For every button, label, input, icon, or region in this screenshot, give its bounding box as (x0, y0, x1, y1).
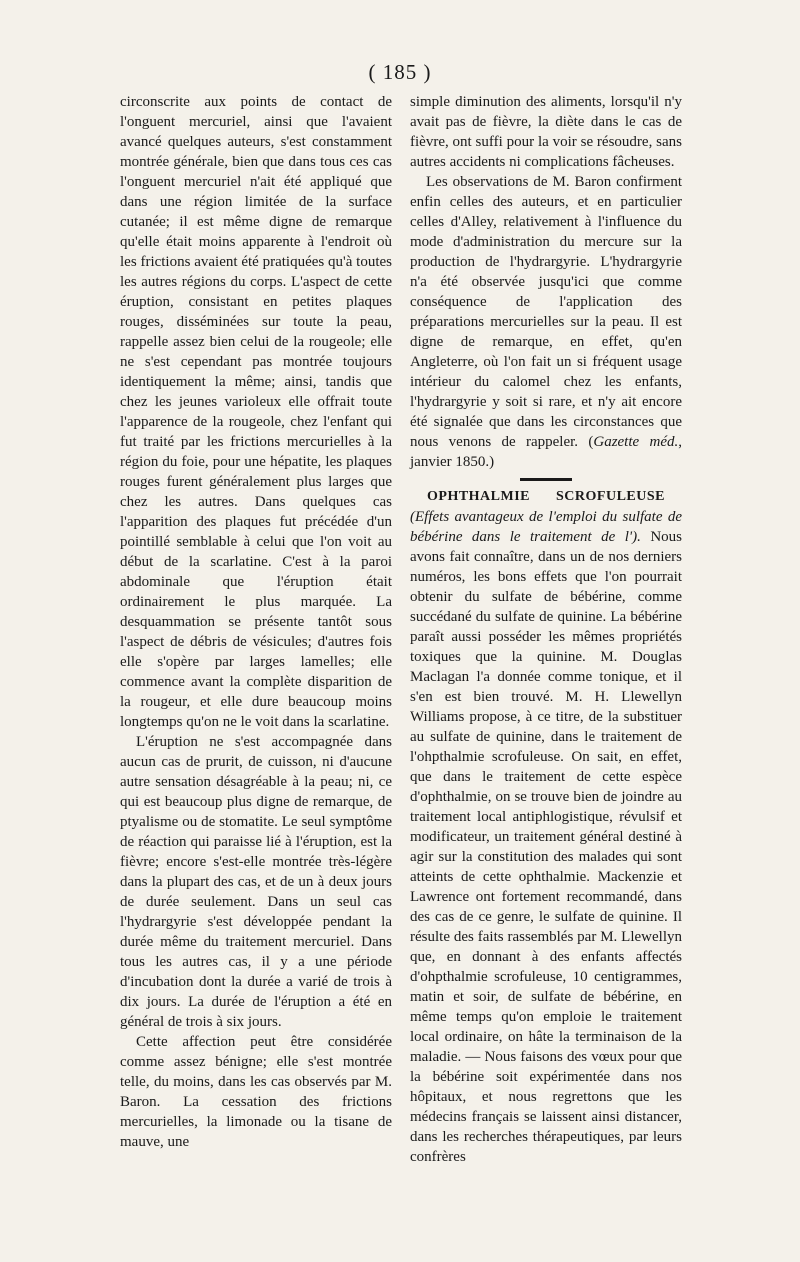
section-title (410, 487, 682, 507)
section-body-paragraph (410, 507, 682, 1167)
citation-source: Gazette méd. (593, 434, 679, 450)
section-title-word-2: SCROFULEUSE (556, 489, 665, 504)
right-column (410, 92, 682, 1167)
section-subtitle: (Effets avantageux de l'emploi du sulfate de bébérine dans le traitement de l'). (410, 509, 682, 545)
page-number: ( 185 ) (368, 60, 432, 84)
right-paragraph-2-text: Les observations de M. Baron confirment enfin celles des auteurs, et en particulier celles d'Alley, relativement à l'influence du mode d'administration du mercure sur la production de l'hydrargyrie. L'hydrargyrie n'a été observée jusqu'ici que comme conséquence de l'application des préparations mercurielles sur la peau. Il est digne de remarque, en effet, qu'en Angleterre, où l'on fait un si fréquent usage intérieur du calomel chez les enfants, l'hydrargyrie y soit si rare, et n'y ait encore été signalée que dans les circonstances que nous venons de rappeler. (410, 174, 682, 450)
left-column (120, 92, 392, 1152)
left-paragraph-1: circonscrite aux points de contact de l'onguent mercuriel, ainsi que l'avaient avancé quelques auteurs, s'est constamment montrée générale, bien que dans tous ces cas l'onguent mercuriel n'ait été appliqué que dans une région limitée de la surface cutanée; il est même digne de remarque qu'elle était moins apparente à l'endroit où les frictions avaient été pratiquées qu'à toutes les autres régions du corps. L'aspect de cette éruption, consistant en petites plaques rouges, disséminées sur toute la peau, rappelle assez bien celui de la rougeole; elle ne s'est cependant pas montrée toujours identiquement la même; ainsi, tandis que chez les jeunes varioleux elle offrait toute l'apparence de la rougeole, chez l'enfant qui fut traité par les frictions mercurielles à la région du foie, pour une hépatite, les plaques rouges furent généralement plus larges que chez les autres. Dans quelques cas l'apparition des plaques fut précédée d'un pointillé semblable à celui que l'on voit au début de la scarlatine. C'est à la paroi abdominale que l'éruption était ordinairement le plus marquée. La desquammation se présente tantôt sous l'aspect de débris de vésicules; d'autres fois elle s'opère par larges lamelles; elle commence avant la complète disparition de la rougeur, et elle dure beaucoup moins longtemps qu'on ne le voit dans la scarlatine. (120, 94, 392, 730)
section-body: Nous avons fait connaître, dans un de nos derniers numéros, les bons effets que l'on pourrait obtenir du sulfate de bébérine, comme succédané du sulfate de quinine. La bébérine paraît aussi posséder les mêmes propriétés toxiques que la quinine. M. Douglas Maclagan l'a donnée comme tonique, et il s'en est bien trouvé. M. H. Llewellyn Williams propose, à ce titre, de la substituer au sulfate de quinine, dans le traitement de l'ohpthalmie scrofuleuse. On sait, en effet, que dans le traitement de cette espèce d'ophthalmie, on se trouve bien de joindre au traitement local antiphlogistique, révulsif et modificateur, un traitement général destiné à agir sur la constitution des malades qui sont atteints de cette ophthalmie. Mackenzie et Lawrence ont fortement recommandé, dans des cas de ce genre, le sulfate de quinine. Il résulte des faits rassemblés par M. Llewellyn que, en donnant à des enfants affectés d'ohpthalmie scrofuleuse, 10 centigrammes, matin et soir, de sulfate de bébérine, en même temps qu'on emploie le traitement local ordinaire, on hâte la terminaison de la maladie. — Nous faisons des vœux pour que la bébérine soit expérimentée dans nos hôpitaux, et nous regrettons que les médecins français se laissent ainsi distancer, dans les recherches thérapeutiques, par leurs confrères (410, 529, 683, 1165)
section-divider (520, 478, 572, 481)
citation-date: , janvier 1850.) (410, 434, 682, 470)
left-paragraph-2: L'éruption ne s'est accompagnée dans aucun cas de prurit, de cuisson, ni d'aucune autre sensation désagréable à la peau; ni, ce qui est beaucoup plus digne de remarque, de ptyalisme ou de stomatite. Le seul symptôme de réaction qui paraisse lié à l'éruption, est la fièvre; encore s'est-elle montrée très-légère dans la plupart des cas, et de un à deux jours de durée seulement. Dans un seul cas l'hydrargyrie s'est développée pendant la durée même du traitement mercuriel. Dans tous les autres cas, il y a une période d'incubation dont la durée a varié de trois à dix jours. La durée de l'éruption a été en général de trois à six jours. (120, 734, 392, 1030)
left-paragraph-3: Cette affection peut être considérée comme assez bénigne; elle s'est montrée telle, du moins, dans les cas observés par M. Baron. La cessation des frictions mercurielles, la limonade ou la tisane de mauve, une (120, 1034, 392, 1150)
right-paragraph-2: Les observations de M. Baron confirment enfin celles des auteurs, et en particulier celles d'Alley, relativement à l'influence du mode d'administration du mercure sur la production de l'hydrargyrie. L'hydrargyrie n'a été observée jusqu'ici que comme conséquence de l'application des préparations mercurielles sur la peau. Il est digne de remarque, en effet, qu'en Angleterre, où l'on fait un si fréquent usage intérieur du calomel chez les enfants, l'hydrargyrie y soit si rare, et n'y ait encore été signalée que dans les circonstances que nous venons de rappeler. (Gazette méd., janvier 1850.) (410, 174, 682, 470)
right-paragraph-1: simple diminution des aliments, lorsqu'il n'y avait pas de fièvre, la diète dans le cas de fièvre, ont suffi pour la voir se résoudre, sans autres accidents ni complications fâcheuses. (410, 94, 682, 170)
section-title-word-1: OPHTHALMIE (427, 489, 531, 504)
